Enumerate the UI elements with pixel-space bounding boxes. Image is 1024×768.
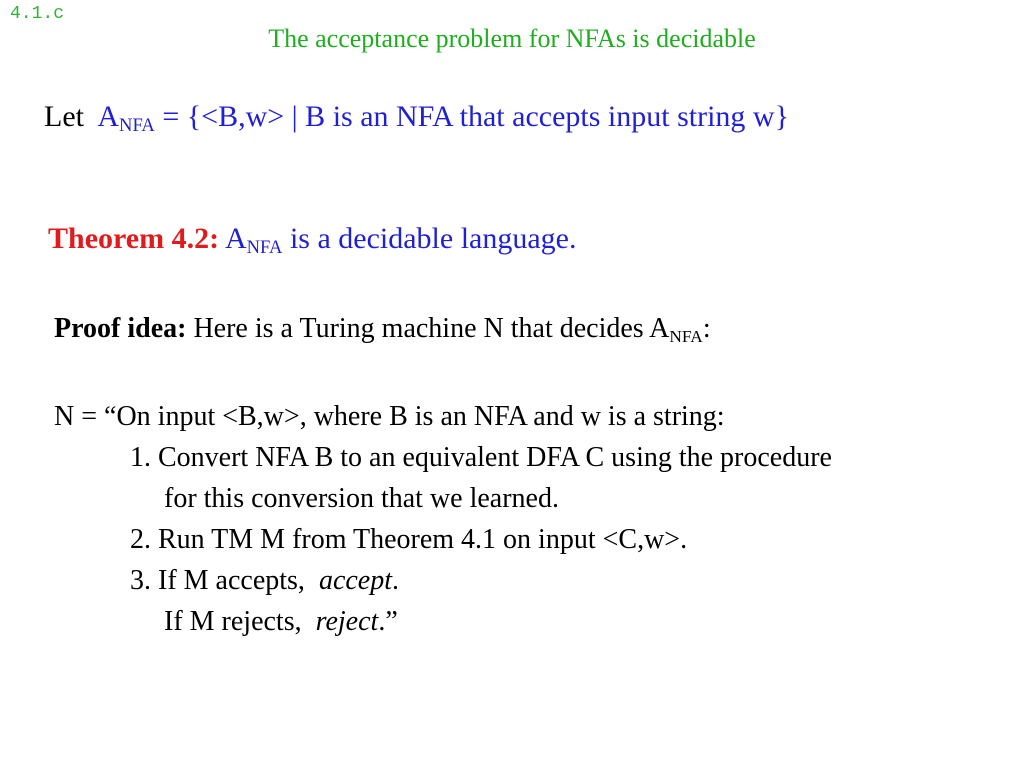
step-3-reject: If M rejects, reject.” [164, 606, 398, 637]
definition-symbol: $A_{NFA}$ [97, 100, 155, 137]
definition-set: = {<B,w> | B is an NFA that accepts input string w} [162, 100, 789, 133]
slide-number: 4.1.c [10, 4, 65, 24]
definition-line [44, 100, 789, 137]
proof-text: Here is a Turing machine N that decides A [193, 313, 670, 344]
definition-subscript: NFA [119, 115, 155, 137]
proof-subscript: NFA [669, 326, 703, 346]
theorem-subscript: NFA [246, 237, 283, 259]
proof-label: Proof idea: [54, 313, 187, 344]
turing-machine-description [54, 396, 832, 642]
slide-title: The acceptance problem for NFAs is decidable [268, 24, 756, 53]
step-1-continuation: for this conversion that we learned. [164, 483, 559, 514]
proof-idea-line [54, 313, 711, 345]
proof-colon: : [702, 313, 711, 344]
theorem-symbol: $A_{NFA}$ [224, 222, 283, 259]
step-2: 2. Run TM M from Theorem 4.1 on input <C,w>. [130, 524, 688, 555]
step-3: 3. If M accepts, accept. [130, 565, 399, 596]
machine-header: N = “On input <B,w>, where B is an NFA and w is a string: [54, 401, 725, 432]
step-1: 1. Convert NFA B to an equivalent DFA C using the procedure [130, 442, 832, 473]
definition-let: Let [44, 100, 84, 133]
reject-word: reject [315, 606, 379, 637]
theorem-statement: is a decidable language. [289, 222, 577, 255]
accept-word: accept [318, 565, 392, 596]
theorem-line [48, 222, 577, 259]
theorem-label: Theorem 4.2: [48, 222, 220, 255]
